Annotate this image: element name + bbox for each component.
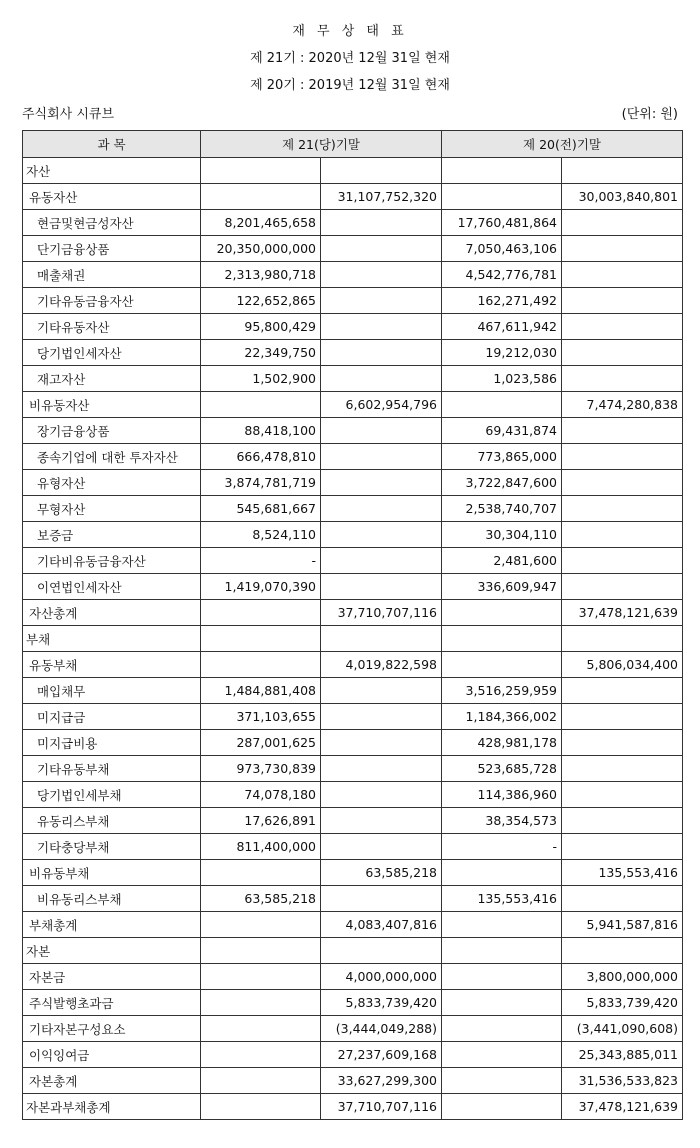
amount-cell: 8,201,465,658: [201, 210, 321, 236]
amount-cell: [442, 912, 562, 938]
previous-period-label: 제 20기 : 2019년 12월 31일 현재: [250, 78, 450, 93]
amount-cell: 27,237,609,168: [321, 1042, 442, 1068]
amount-cell: (3,441,090,608): [562, 1016, 683, 1042]
amount-cell: 33,627,299,300: [321, 1068, 442, 1094]
amount-cell: 811,400,000: [201, 834, 321, 860]
amount-cell: 17,626,891: [201, 808, 321, 834]
account-name: 부채: [23, 626, 201, 652]
table-row: [23, 522, 683, 548]
amount-cell: [321, 756, 442, 782]
account-name: 유형자산: [23, 470, 201, 496]
amount-cell: 4,542,776,781: [442, 262, 562, 288]
amount-cell: 122,652,865: [201, 288, 321, 314]
account-name: 장기금융상품: [23, 418, 201, 444]
amount-cell: 37,478,121,639: [562, 1094, 683, 1120]
table-row: [23, 990, 683, 1016]
amount-cell: [321, 782, 442, 808]
amount-cell: [201, 1094, 321, 1120]
amount-cell: [201, 392, 321, 418]
amount-cell: [562, 626, 683, 652]
amount-cell: [321, 158, 442, 184]
amount-cell: [321, 730, 442, 756]
amount-cell: 2,481,600: [442, 548, 562, 574]
amount-cell: 8,524,110: [201, 522, 321, 548]
amount-cell: 545,681,667: [201, 496, 321, 522]
amount-cell: 2,313,980,718: [201, 262, 321, 288]
amount-cell: [321, 626, 442, 652]
amount-cell: [562, 340, 683, 366]
amount-cell: 74,078,180: [201, 782, 321, 808]
amount-cell: [562, 418, 683, 444]
amount-cell: [321, 288, 442, 314]
table-row: [23, 678, 683, 704]
amount-cell: [442, 1068, 562, 1094]
amount-cell: [201, 860, 321, 886]
amount-cell: [562, 886, 683, 912]
table-row: [23, 652, 683, 678]
amount-cell: 22,349,750: [201, 340, 321, 366]
amount-cell: [442, 626, 562, 652]
amount-cell: 5,806,034,400: [562, 652, 683, 678]
amount-cell: [201, 600, 321, 626]
amount-cell: [442, 158, 562, 184]
table-row: [23, 756, 683, 782]
amount-cell: [321, 418, 442, 444]
account-name: 자본: [23, 938, 201, 964]
account-name: 매입채무: [23, 678, 201, 704]
amount-cell: [321, 886, 442, 912]
amount-cell: 20,350,000,000: [201, 236, 321, 262]
amount-cell: [442, 1016, 562, 1042]
amount-cell: [201, 990, 321, 1016]
amount-cell: [562, 834, 683, 860]
table-row: [23, 860, 683, 886]
account-name: 비유동자산: [23, 392, 201, 418]
table-row: [23, 1068, 683, 1094]
account-name: 종속기업에 대한 투자자산: [23, 444, 201, 470]
amount-cell: [321, 340, 442, 366]
account-name: 이익잉여금: [23, 1042, 201, 1068]
amount-cell: [201, 652, 321, 678]
amount-cell: 135,553,416: [442, 886, 562, 912]
amount-cell: [562, 444, 683, 470]
amount-cell: [321, 236, 442, 262]
account-name: 자본총계: [23, 1068, 201, 1094]
amount-cell: [562, 522, 683, 548]
account-name: 보증금: [23, 522, 201, 548]
amount-cell: [321, 834, 442, 860]
amount-cell: 135,553,416: [562, 860, 683, 886]
amount-cell: 25,343,885,011: [562, 1042, 683, 1068]
table-row: [23, 574, 683, 600]
account-name: 자본금: [23, 964, 201, 990]
amount-cell: [201, 912, 321, 938]
amount-cell: -: [442, 834, 562, 860]
amount-cell: 4,000,000,000: [321, 964, 442, 990]
amount-cell: [321, 314, 442, 340]
amount-cell: 6,602,954,796: [321, 392, 442, 418]
account-name: 단기금융상품: [23, 236, 201, 262]
amount-cell: 37,710,707,116: [321, 600, 442, 626]
amount-cell: [201, 626, 321, 652]
amount-cell: 5,941,587,816: [562, 912, 683, 938]
account-name: 기타유동부채: [23, 756, 201, 782]
account-name: 당기법인세부채: [23, 782, 201, 808]
account-name: 자본과부채총계: [23, 1094, 201, 1120]
account-name: 이연법인세자산: [23, 574, 201, 600]
amount-cell: [321, 366, 442, 392]
amount-cell: [562, 678, 683, 704]
amount-cell: 38,354,573: [442, 808, 562, 834]
amount-cell: 336,609,947: [442, 574, 562, 600]
table-row: [23, 366, 683, 392]
account-name: 미지급비용: [23, 730, 201, 756]
table-row: [23, 600, 683, 626]
amount-cell: 371,103,655: [201, 704, 321, 730]
amount-cell: [562, 236, 683, 262]
amount-cell: 3,874,781,719: [201, 470, 321, 496]
amount-cell: 19,212,030: [442, 340, 562, 366]
table-row: [23, 314, 683, 340]
amount-cell: 31,107,752,320: [321, 184, 442, 210]
amount-cell: [562, 808, 683, 834]
amount-cell: 7,474,280,838: [562, 392, 683, 418]
amount-cell: [442, 600, 562, 626]
amount-cell: 162,271,492: [442, 288, 562, 314]
account-name: 기타유동금융자산: [23, 288, 201, 314]
amount-cell: 95,800,429: [201, 314, 321, 340]
current-period-label: 제 21기 : 2020년 12월 31일 현재: [250, 51, 450, 66]
table-row: [23, 392, 683, 418]
account-name: 기타유동자산: [23, 314, 201, 340]
account-name: 부채총계: [23, 912, 201, 938]
table-row: [23, 548, 683, 574]
amount-cell: [562, 574, 683, 600]
account-name: 자산: [23, 158, 201, 184]
amount-cell: [562, 938, 683, 964]
amount-cell: [562, 782, 683, 808]
amount-cell: 5,833,739,420: [562, 990, 683, 1016]
table-row: [23, 912, 683, 938]
amount-cell: [321, 548, 442, 574]
amount-cell: [442, 860, 562, 886]
account-name: 당기법인세자산: [23, 340, 201, 366]
amount-cell: [201, 1068, 321, 1094]
amount-cell: [201, 938, 321, 964]
amount-cell: [562, 366, 683, 392]
table-row: [23, 444, 683, 470]
unit-label: (단위: 원): [621, 107, 678, 122]
table-row: [23, 236, 683, 262]
amount-cell: [442, 184, 562, 210]
amount-cell: 114,386,960: [442, 782, 562, 808]
account-name: 매출채권: [23, 262, 201, 288]
account-name: 기타자본구성요소: [23, 1016, 201, 1042]
table-row: [23, 730, 683, 756]
table-body: [23, 158, 683, 1120]
amount-cell: 2,538,740,707: [442, 496, 562, 522]
amount-cell: 973,730,839: [201, 756, 321, 782]
amount-cell: 4,019,822,598: [321, 652, 442, 678]
amount-cell: [442, 990, 562, 1016]
amount-cell: [442, 652, 562, 678]
amount-cell: [201, 1016, 321, 1042]
amount-cell: [562, 210, 683, 236]
amount-cell: 3,722,847,600: [442, 470, 562, 496]
amount-cell: [442, 938, 562, 964]
amount-cell: [321, 444, 442, 470]
amount-cell: 773,865,000: [442, 444, 562, 470]
amount-cell: -: [201, 548, 321, 574]
amount-cell: 666,478,810: [201, 444, 321, 470]
account-name: 유동부채: [23, 652, 201, 678]
account-name: 비유동리스부채: [23, 886, 201, 912]
table-row: [23, 1016, 683, 1042]
amount-cell: [442, 392, 562, 418]
account-name: 유동리스부채: [23, 808, 201, 834]
amount-cell: [562, 756, 683, 782]
amount-cell: 69,431,874: [442, 418, 562, 444]
amount-cell: [321, 574, 442, 600]
amount-cell: 287,001,625: [201, 730, 321, 756]
amount-cell: 1,184,366,002: [442, 704, 562, 730]
account-name: 재고자산: [23, 366, 201, 392]
account-name: 무형자산: [23, 496, 201, 522]
amount-cell: [201, 1042, 321, 1068]
table-row: [23, 808, 683, 834]
account-name: 현금및현금성자산: [23, 210, 201, 236]
amount-cell: [321, 470, 442, 496]
amount-cell: 467,611,942: [442, 314, 562, 340]
amount-cell: 5,833,739,420: [321, 990, 442, 1016]
amount-cell: 523,685,728: [442, 756, 562, 782]
amount-cell: [562, 730, 683, 756]
account-name: 비유동부채: [23, 860, 201, 886]
amount-cell: 1,502,900: [201, 366, 321, 392]
amount-cell: 63,585,218: [321, 860, 442, 886]
amount-cell: (3,444,049,288): [321, 1016, 442, 1042]
amount-cell: 31,536,533,823: [562, 1068, 683, 1094]
amount-cell: 17,760,481,864: [442, 210, 562, 236]
amount-cell: [321, 808, 442, 834]
amount-cell: [562, 288, 683, 314]
table-row: [23, 340, 683, 366]
table-row: [23, 704, 683, 730]
table-row: [23, 626, 683, 652]
column-header-account: 과 목: [23, 131, 201, 158]
amount-cell: [321, 938, 442, 964]
amount-cell: [442, 1042, 562, 1068]
account-name: 기타비유동금융자산: [23, 548, 201, 574]
amount-cell: [562, 548, 683, 574]
amount-cell: 1,484,881,408: [201, 678, 321, 704]
amount-cell: [201, 964, 321, 990]
amount-cell: 4,083,407,816: [321, 912, 442, 938]
company-name: 주식회사 시큐브: [22, 107, 115, 122]
account-name: 유동자산: [23, 184, 201, 210]
amount-cell: 7,050,463,106: [442, 236, 562, 262]
amount-cell: 37,710,707,116: [321, 1094, 442, 1120]
account-name: 기타충당부채: [23, 834, 201, 860]
amount-cell: [562, 314, 683, 340]
table-header-row: [23, 131, 683, 158]
account-name: 자산총계: [23, 600, 201, 626]
table-row: [23, 262, 683, 288]
table-row: [23, 288, 683, 314]
amount-cell: [321, 496, 442, 522]
amount-cell: 1,023,586: [442, 366, 562, 392]
amount-cell: [562, 496, 683, 522]
amount-cell: [321, 678, 442, 704]
amount-cell: 3,800,000,000: [562, 964, 683, 990]
amount-cell: [442, 1094, 562, 1120]
column-header-previous: 제 20(전)기말: [442, 131, 683, 158]
account-name: 미지급금: [23, 704, 201, 730]
table-row: [23, 158, 683, 184]
amount-cell: 1,419,070,390: [201, 574, 321, 600]
balance-sheet-table: [22, 130, 683, 1120]
amount-cell: [562, 158, 683, 184]
table-row: [23, 470, 683, 496]
table-row: [23, 1094, 683, 1120]
amount-cell: [562, 470, 683, 496]
amount-cell: [562, 704, 683, 730]
statement-title: 재 무 상 태 표: [292, 24, 408, 39]
amount-cell: 30,003,840,801: [562, 184, 683, 210]
amount-cell: [562, 262, 683, 288]
amount-cell: 3,516,259,959: [442, 678, 562, 704]
table-row: [23, 834, 683, 860]
amount-cell: 88,418,100: [201, 418, 321, 444]
amount-cell: 30,304,110: [442, 522, 562, 548]
account-name: 주식발행초과금: [23, 990, 201, 1016]
table-row: [23, 210, 683, 236]
amount-cell: [321, 210, 442, 236]
amount-cell: [321, 262, 442, 288]
amount-cell: 428,981,178: [442, 730, 562, 756]
amount-cell: [321, 704, 442, 730]
table-row: [23, 1042, 683, 1068]
table-row: [23, 782, 683, 808]
column-header-current: 제 21(당)기말: [201, 131, 442, 158]
table-row: [23, 496, 683, 522]
amount-cell: 37,478,121,639: [562, 600, 683, 626]
table-row: [23, 184, 683, 210]
table-row: [23, 938, 683, 964]
amount-cell: 63,585,218: [201, 886, 321, 912]
table-row: [23, 886, 683, 912]
table-row: [23, 964, 683, 990]
amount-cell: [442, 964, 562, 990]
amount-cell: [201, 184, 321, 210]
table-row: [23, 418, 683, 444]
amount-cell: [201, 158, 321, 184]
amount-cell: [321, 522, 442, 548]
